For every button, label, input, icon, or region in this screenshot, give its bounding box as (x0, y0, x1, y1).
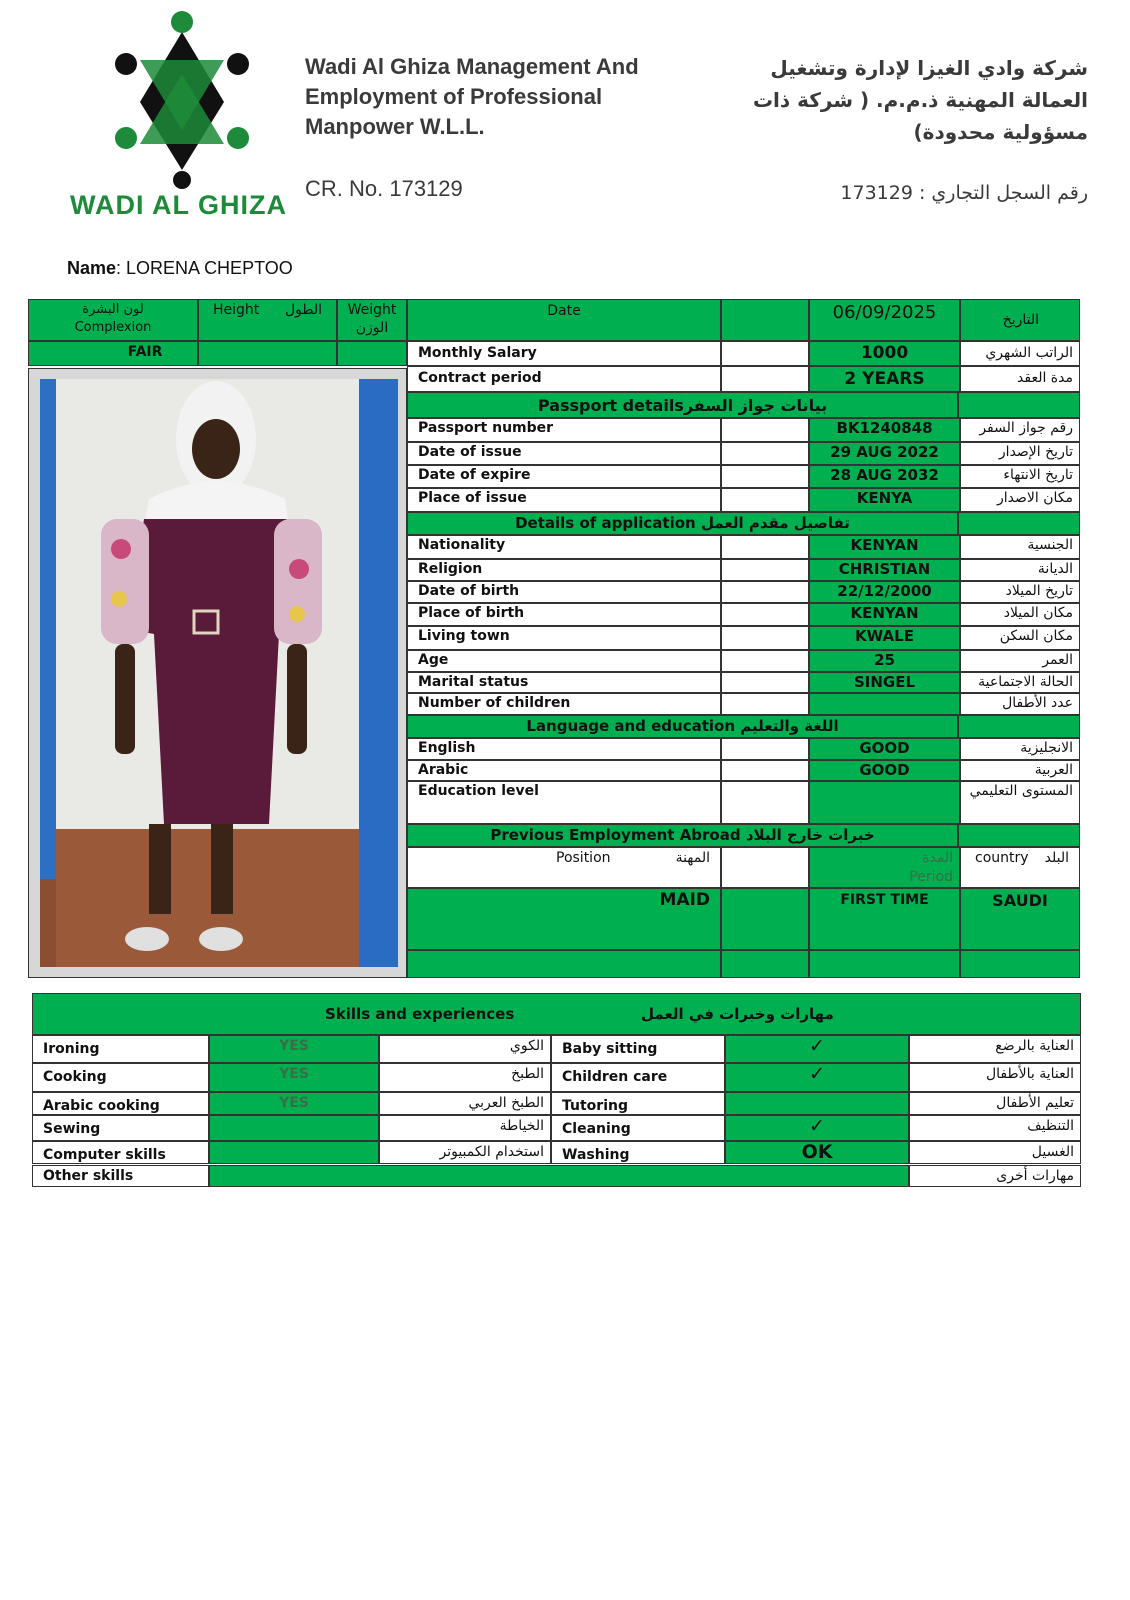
application-ar: الجنسية (960, 535, 1080, 559)
skill-value (209, 1115, 379, 1141)
language-label: Education level (407, 781, 721, 824)
application-value: KWALE (809, 626, 960, 650)
application-label: Date of birth (407, 581, 721, 603)
employment-period-value: FIRST TIME (809, 888, 960, 950)
position-value: MAID (659, 890, 710, 910)
company-name-en: Wadi Al Ghiza Management And Employment of Professional Manpower W.L.L. (305, 54, 639, 139)
language-value: GOOD (809, 760, 960, 781)
height-ar: الطول (284, 302, 322, 318)
applicant-name (67, 258, 293, 279)
passport-heading-ar (958, 392, 1080, 418)
passport-heading (407, 392, 958, 418)
skill-ar: الطبخ (379, 1063, 551, 1092)
complexion-en: Complexion (74, 320, 152, 335)
employment-heading-blank (958, 824, 1080, 847)
position-ar: المهنة (675, 850, 710, 866)
complexion-value: FAIR (28, 341, 198, 366)
weight-en: Weight (347, 302, 397, 318)
application-label: Religion (407, 559, 721, 581)
company-logo (100, 10, 265, 190)
application-value (809, 693, 960, 715)
application-ar: تاريخ الميلاد (960, 581, 1080, 603)
period-ar: المدة (922, 850, 953, 866)
passport-label: Date of issue (407, 442, 721, 465)
skill-value: YES (209, 1063, 379, 1092)
employment-heading (407, 824, 958, 847)
language-blank (721, 738, 809, 760)
language-ar: الانجليزية (960, 738, 1080, 760)
passport-label: Passport number (407, 418, 721, 442)
language-label: Arabic (407, 760, 721, 781)
application-ar: الحالة الاجتماعية (960, 672, 1080, 693)
skills-heading (32, 993, 1081, 1035)
passport-value: KENYA (809, 488, 960, 512)
skill-value: YES (209, 1092, 379, 1115)
language-blank (721, 760, 809, 781)
date-blank (721, 299, 809, 341)
employment-blank-header (721, 847, 809, 888)
contract-period-value: 2 YEARS (809, 366, 960, 392)
contract-period-label: Contract period (407, 366, 721, 392)
employment-empty-4 (960, 950, 1080, 978)
application-heading-blank (958, 512, 1080, 535)
language-value (809, 781, 960, 824)
passport-ar: رقم جواز السفر (960, 418, 1080, 442)
application-ar: مكان السكن (960, 626, 1080, 650)
application-ar: الديانة (960, 559, 1080, 581)
application-value: CHRISTIAN (809, 559, 960, 581)
application-label: Nationality (407, 535, 721, 559)
complexion-header (28, 299, 198, 341)
country-en: country (975, 850, 1029, 866)
skill-label: Sewing (32, 1115, 209, 1141)
company-name-ar: شركة وادي الغيزا لإدارة وتشغيل العمالة المهنية ذ.م.م. ( شركة ذات مسؤولية محدودة) (752, 56, 1088, 144)
application-blank (721, 603, 809, 626)
application-value: KENYAN (809, 603, 960, 626)
cr-number-en: CR. No. 173129 (305, 176, 463, 201)
passport-value: 28 AUG 2032 (809, 465, 960, 488)
employment-blank-value (721, 888, 809, 950)
passport-blank (721, 488, 809, 512)
application-label: Marital status (407, 672, 721, 693)
application-blank (721, 650, 809, 672)
application-value: 22/12/2000 (809, 581, 960, 603)
application-blank (721, 693, 809, 715)
skill-label: Ironing (32, 1035, 209, 1063)
passport-value: 29 AUG 2022 (809, 442, 960, 465)
application-value: SINGEL (809, 672, 960, 693)
language-ar: العربية (960, 760, 1080, 781)
application-heading-text: Details of application تفاصيل مقدم العمل (515, 514, 850, 532)
application-ar: العمر (960, 650, 1080, 672)
language-blank (721, 781, 809, 824)
skill-ar: التنظيف (909, 1115, 1081, 1141)
employment-position-value (407, 888, 721, 950)
skill-label: Baby sitting (551, 1035, 725, 1063)
skill-value: ✓ (725, 1115, 909, 1141)
application-blank (721, 626, 809, 650)
skill-value: ✓ (725, 1035, 909, 1063)
skills-heading-ar: مهارات وخبرات في العمل (641, 1005, 834, 1023)
application-blank (721, 535, 809, 559)
contract-period-blank (721, 366, 809, 392)
skill-value: OK (725, 1141, 909, 1164)
other-skills-value (209, 1165, 909, 1187)
skills-heading-en: Skills and experiences (325, 1005, 515, 1023)
skill-label: Arabic cooking (32, 1092, 209, 1115)
name-value: : LORENA CHEPTOO (116, 258, 293, 278)
application-heading (407, 512, 958, 535)
employment-empty-2 (721, 950, 809, 978)
skill-value (725, 1092, 909, 1115)
passport-value: BK1240848 (809, 418, 960, 442)
application-ar: مكان الميلاد (960, 603, 1080, 626)
skill-label: Children care (551, 1063, 725, 1092)
weight-header (337, 299, 407, 341)
employment-empty-3 (809, 950, 960, 978)
date-value: 06/09/2025 (809, 299, 960, 341)
employment-empty-1 (407, 950, 721, 978)
application-label: Age (407, 650, 721, 672)
skill-label: Computer skills (32, 1141, 209, 1164)
application-label: Place of birth (407, 603, 721, 626)
employment-period-header (809, 847, 960, 888)
skill-ar: الخياطة (379, 1115, 551, 1141)
language-heading-blank (958, 715, 1080, 738)
skill-value (209, 1141, 379, 1164)
application-label: Living town (407, 626, 721, 650)
language-ar: المستوى التعليمي (960, 781, 1080, 824)
passport-blank (721, 465, 809, 488)
skill-ar: استخدام الكمبيوتر (379, 1141, 551, 1164)
skill-label: Tutoring (551, 1092, 725, 1115)
weight-value (337, 341, 407, 366)
cr-number-ar: رقم السجل التجاري : 173129 (840, 182, 1088, 204)
skill-ar: العناية بالرضع (909, 1035, 1081, 1063)
other-skills-label: Other skills (32, 1165, 209, 1187)
complexion-ar: لون البشرة (82, 302, 144, 317)
weight-ar: الوزن (355, 320, 389, 336)
language-heading-text: Language and education اللغة والتعليم (526, 717, 839, 735)
application-label: Number of children (407, 693, 721, 715)
application-value: 25 (809, 650, 960, 672)
other-skills-ar: مهارات أخرى (909, 1165, 1081, 1187)
passport-ar: تاريخ الانتهاء (960, 465, 1080, 488)
period-en: Period (909, 869, 953, 885)
height-en: Height (213, 302, 260, 318)
passport-label: Date of expire (407, 465, 721, 488)
name-label: Name (67, 258, 117, 278)
skill-value: YES (209, 1035, 379, 1063)
monthly-salary-blank (721, 341, 809, 366)
language-heading (407, 715, 958, 738)
position-en: Position (556, 850, 611, 866)
skill-ar: الكوي (379, 1035, 551, 1063)
application-blank (721, 672, 809, 693)
height-header (198, 299, 337, 341)
height-value (198, 341, 337, 366)
logo-text: WADI AL GHIZA (70, 190, 287, 220)
passport-heading-text: Passport detailsبيانات جواز السفر (537, 396, 828, 415)
application-value: KENYAN (809, 535, 960, 559)
skill-ar: العناية بالأطفال (909, 1063, 1081, 1092)
employment-country-header (960, 847, 1080, 888)
skill-label: Cleaning (551, 1115, 725, 1141)
employment-heading-text: Previous Employment Abroad خبرات خارج البلاد (490, 826, 875, 844)
monthly-salary-label: Monthly Salary (407, 341, 721, 366)
skill-label: Cooking (32, 1063, 209, 1092)
country-ar: البلد (1044, 850, 1069, 866)
monthly-salary-value: 1000 (809, 341, 960, 366)
passport-ar: تاريخ الإصدار (960, 442, 1080, 465)
employment-country-value: SAUDI (960, 888, 1080, 950)
passport-blank (721, 442, 809, 465)
language-value: GOOD (809, 738, 960, 760)
employment-position-header (407, 847, 721, 888)
skill-ar: الغسيل (909, 1141, 1081, 1164)
applicant-photo (28, 368, 407, 978)
skill-ar: تعليم الأطفال (909, 1092, 1081, 1115)
passport-blank (721, 418, 809, 442)
skill-value: ✓ (725, 1063, 909, 1092)
monthly-salary-ar: الراتب الشهري (960, 341, 1080, 366)
application-blank (721, 559, 809, 581)
contract-period-ar: مدة العقد (960, 366, 1080, 392)
application-blank (721, 581, 809, 603)
date-ar: التاريخ (960, 299, 1080, 341)
skill-ar: الطبخ العربي (379, 1092, 551, 1115)
language-label: English (407, 738, 721, 760)
passport-ar: مكان الاصدار (960, 488, 1080, 512)
skill-label: Washing (551, 1141, 725, 1164)
application-ar: عدد الأطفال (960, 693, 1080, 715)
passport-label: Place of issue (407, 488, 721, 512)
date-label: Date (407, 299, 721, 341)
